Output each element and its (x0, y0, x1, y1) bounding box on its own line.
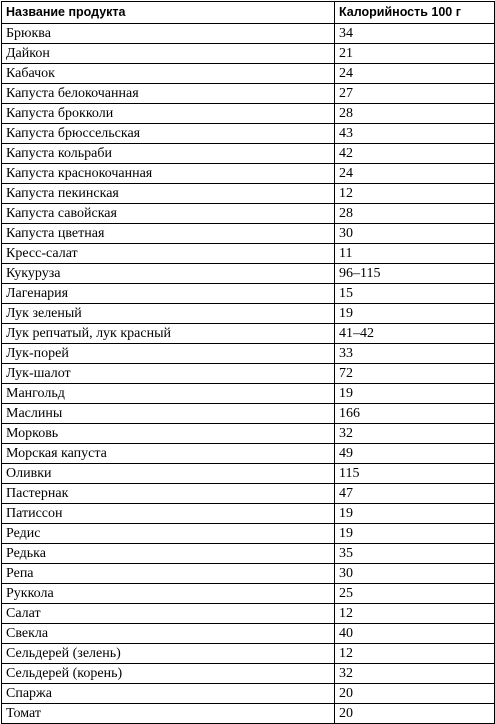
product-name-cell: Кабачок (2, 64, 335, 84)
header-row (2, 2, 495, 24)
product-name-cell: Капуста брюссельская (2, 124, 335, 144)
calories-cell: 166 (335, 404, 495, 424)
table-row (2, 384, 495, 404)
product-name-cell: Капуста белокочанная (2, 84, 335, 104)
product-name-cell: Сельдерей (зелень) (2, 644, 335, 664)
product-name-cell: Капуста краснокочанная (2, 164, 335, 184)
calories-cell: 20 (335, 704, 495, 724)
table-row (2, 224, 495, 244)
table-row (2, 624, 495, 644)
product-name-cell: Пастернак (2, 484, 335, 504)
table-row (2, 344, 495, 364)
table-row (2, 164, 495, 184)
product-name-cell: Свекла (2, 624, 335, 644)
calories-cell: 15 (335, 284, 495, 304)
calories-cell: 19 (335, 384, 495, 404)
table-row (2, 124, 495, 144)
table-row (2, 604, 495, 624)
calories-cell: 19 (335, 504, 495, 524)
table-row (2, 584, 495, 604)
table-row (2, 24, 495, 44)
table-body (2, 24, 495, 724)
calories-cell: 28 (335, 204, 495, 224)
product-name-cell: Спаржа (2, 684, 335, 704)
calories-cell: 41–42 (335, 324, 495, 344)
product-name-cell: Морковь (2, 424, 335, 444)
table-row (2, 204, 495, 224)
calories-cell: 115 (335, 464, 495, 484)
calories-cell: 42 (335, 144, 495, 164)
calories-cell: 19 (335, 304, 495, 324)
calories-cell: 96–115 (335, 264, 495, 284)
product-name-cell: Репа (2, 564, 335, 584)
table-row (2, 64, 495, 84)
product-name-cell: Капуста кольраби (2, 144, 335, 164)
product-name-cell: Редька (2, 544, 335, 564)
table-row (2, 144, 495, 164)
product-name-cell: Капуста брокколи (2, 104, 335, 124)
calories-cell: 27 (335, 84, 495, 104)
table-row (2, 464, 495, 484)
table-row (2, 104, 495, 124)
calories-cell: 30 (335, 224, 495, 244)
calories-cell: 32 (335, 424, 495, 444)
calories-cell: 33 (335, 344, 495, 364)
calories-cell: 11 (335, 244, 495, 264)
product-name-cell: Лук зеленый (2, 304, 335, 324)
table-row (2, 684, 495, 704)
product-name-cell: Кресс-салат (2, 244, 335, 264)
table-row (2, 424, 495, 444)
product-name-cell: Брюква (2, 24, 335, 44)
product-name-cell: Редис (2, 524, 335, 544)
table-row (2, 524, 495, 544)
product-name-cell: Руккола (2, 584, 335, 604)
calories-cell: 25 (335, 584, 495, 604)
product-name-cell: Сельдерей (корень) (2, 664, 335, 684)
table-row (2, 544, 495, 564)
table-header (2, 2, 495, 24)
table-row (2, 404, 495, 424)
calories-cell: 30 (335, 564, 495, 584)
calories-cell: 24 (335, 64, 495, 84)
product-name-cell: Кукуруза (2, 264, 335, 284)
table-row (2, 644, 495, 664)
calories-cell: 24 (335, 164, 495, 184)
table-row (2, 44, 495, 64)
calories-cell: 35 (335, 544, 495, 564)
table-row (2, 264, 495, 284)
product-name-cell: Томат (2, 704, 335, 724)
calories-cell: 12 (335, 604, 495, 624)
product-name-cell: Лагенария (2, 284, 335, 304)
table-row (2, 244, 495, 264)
table-row (2, 484, 495, 504)
product-name-cell: Лук репчатый, лук красный (2, 324, 335, 344)
table-row (2, 504, 495, 524)
calories-cell: 12 (335, 644, 495, 664)
table-row (2, 284, 495, 304)
product-name-cell: Дайкон (2, 44, 335, 64)
table-row (2, 664, 495, 684)
calories-cell: 47 (335, 484, 495, 504)
header-product-name: Название продукта (2, 2, 335, 24)
calories-cell: 40 (335, 624, 495, 644)
table-row (2, 564, 495, 584)
calories-cell: 34 (335, 24, 495, 44)
table-row (2, 304, 495, 324)
product-name-cell: Капуста пекинская (2, 184, 335, 204)
product-name-cell: Маслины (2, 404, 335, 424)
calories-cell: 19 (335, 524, 495, 544)
table-row (2, 324, 495, 344)
calories-cell: 49 (335, 444, 495, 464)
table-row (2, 184, 495, 204)
calories-cell: 43 (335, 124, 495, 144)
product-name-cell: Морская капуста (2, 444, 335, 464)
table-row (2, 364, 495, 384)
table-row (2, 444, 495, 464)
product-name-cell: Лук-порей (2, 344, 335, 364)
calories-cell: 21 (335, 44, 495, 64)
calories-cell: 72 (335, 364, 495, 384)
calories-cell: 20 (335, 684, 495, 704)
product-name-cell: Капуста цветная (2, 224, 335, 244)
product-name-cell: Оливки (2, 464, 335, 484)
calorie-table (1, 1, 495, 724)
calories-cell: 28 (335, 104, 495, 124)
product-name-cell: Лук-шалот (2, 364, 335, 384)
product-name-cell: Патиссон (2, 504, 335, 524)
table-row (2, 84, 495, 104)
product-name-cell: Капуста савойская (2, 204, 335, 224)
table-row (2, 704, 495, 724)
calories-cell: 12 (335, 184, 495, 204)
header-calories: Калорийность 100 г (335, 2, 495, 24)
calories-cell: 32 (335, 664, 495, 684)
product-name-cell: Салат (2, 604, 335, 624)
product-name-cell: Мангольд (2, 384, 335, 404)
